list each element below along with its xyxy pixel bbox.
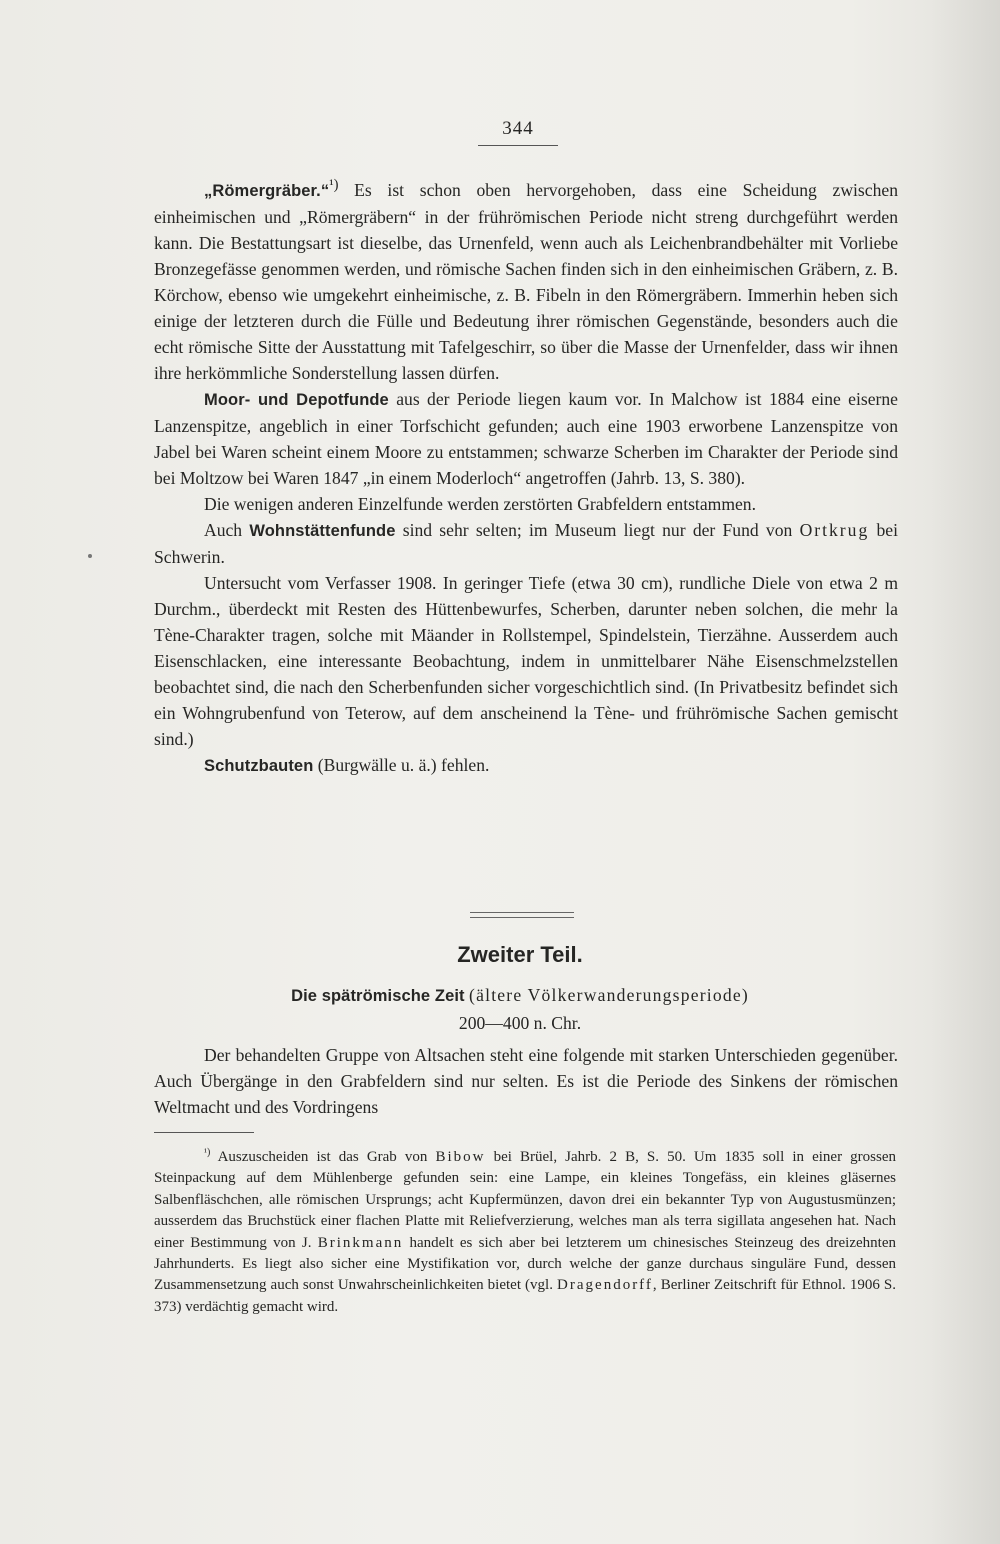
paragraph-text: sind sehr selten; im Museum liegt nur der Fund von bbox=[395, 519, 800, 540]
paragraph-schutzbauten bbox=[154, 752, 898, 779]
heading-moorfunde: Moor- und Depotfunde bbox=[204, 390, 389, 409]
heading-wohnstaetten: Wohnstättenfunde bbox=[249, 521, 396, 540]
heading-schutzbauten: Schutzbauten bbox=[204, 756, 314, 775]
footnote-text: , Berliner Zeitschrift für Ethnol. 1906 S. 373) verdächtig gemacht wird. bbox=[154, 1277, 897, 1315]
page-number-rule bbox=[478, 145, 558, 146]
paragraph-text: Auch bbox=[204, 519, 250, 540]
paragraph-roemergraeber bbox=[154, 172, 898, 386]
paragraph-moorfunde bbox=[154, 386, 898, 491]
paragraph-text: Es ist schon oben hervorgehoben, dass eine Scheidung zwischen einheimischen und „Römergräbern“ in der frührömischen Periode nicht streng durchgeführt werden kann. Die Bestattungsart ist dieselbe, das Urnenfeld, wenn auch als Leichenbrandbehälter mit Vorliebe Bronzegefässe genommen werden, und römische Sachen finden sich in den einheimischen Gräbern, z. B. Körchow, ebenso wie umgekehrt einheimische, z. B. Fibeln in den Römergräbern. Immerhin heben sich einige der letzteren durch die Fülle und Bedeutung ihrer römischen Gegenstände, besonders auch die echt römische Sitte der Ausstattung mit Tafelgeschirr, so über die Masse der Urnenfelder, dass wir ihnen ihre herkömmliche Sonderstellung lassen dürfen. bbox=[154, 179, 898, 383]
heading-roemergraeber: „Römergräber.“ bbox=[204, 181, 330, 200]
page-edge-shadow bbox=[930, 0, 1000, 1544]
part-subtitle-heading: Die spätrömische Zeit bbox=[291, 987, 465, 1005]
footnote-name: Dragendorff bbox=[557, 1277, 653, 1294]
main-text bbox=[154, 172, 898, 779]
footnote bbox=[154, 1142, 896, 1318]
paragraph-text: (Burgwälle u. ä.) fehlen. bbox=[313, 754, 490, 775]
paragraph-spaetroemisch: Der behandelten Gruppe von Altsachen steht eine folgende mit starken Unterschieden gegenüber. Auch Übergänge in den Grabfeldern sind nur selten. Es ist die Periode des Sinkens der römischen Weltmacht und des Vordringens bbox=[154, 1045, 898, 1117]
place-name: Ortkrug bbox=[799, 519, 870, 540]
part-date: 200—400 n. Chr. bbox=[458, 1013, 582, 1033]
margin-speck bbox=[88, 554, 92, 558]
main-text-continued bbox=[154, 1042, 898, 1120]
part-subtitle bbox=[160, 982, 880, 1009]
footnote-paragraph bbox=[154, 1142, 896, 1318]
footnote-name: Brinkmann bbox=[317, 1234, 404, 1251]
footnote-text: handelt es sich aber bei letzterem um chinesisches Steinzeug des dreizehnten Jahrhunderts. Es liegt also sicher eine Mystifikation vor, durch welche der ganze durchaus singuläre Fund, dessen Zusammensetzung auch sonst Unwahrscheinlichkeiten bietet (vgl. bbox=[154, 1234, 896, 1294]
paragraph-wohnstaetten bbox=[154, 517, 898, 570]
paragraph-einzelfunde: Die wenigen anderen Einzelfunde werden zerstörten Grabfeldern entstammen. bbox=[204, 493, 757, 514]
footnote-ref: ¹) bbox=[329, 177, 339, 193]
page-number: 344 bbox=[502, 118, 534, 139]
part-title: Zweiter Teil. bbox=[457, 942, 583, 967]
footnote-text: bei Brüel, Jahrb. 2 B, S. 50. Um 1835 soll in einer grossen Steinpackung auf dem Mühlenberge gefunden sein: eine Lampe, ein kleines Tongefäss, ein kleines gläsernes Salbenfläschchen, alle römischen Ursprungs; acht Kupfermünzen, davon drei ein bekannter Typ von Augustusmünzen; ausserdem das Bruchstück einer flachen Platte mit Reliefverzierung, welches man als terra sigillata angesehen hat. Nach einer Bestimmung von J. bbox=[154, 1149, 896, 1251]
section-divider bbox=[470, 912, 574, 918]
footnote-text: Auszuscheiden ist das Grab von bbox=[210, 1149, 436, 1165]
paragraph-text: aus der Periode liegen kaum vor. In Malchow ist 1884 eine eiserne Lanzenspitze, angeblich in einer Torfschicht gefunden; auch eine 1903 erworbene Lanzenspitze von Jabel bei Waren scheint einem Moore zu entstammen; schwarze Scherben im Charakter der Periode sind bei Moltzow bei Waren 1847 „in einem Moderloch“ angetroffen (Jahrb. 13, S. 380). bbox=[154, 388, 898, 488]
footnote-name: Bibow bbox=[435, 1149, 486, 1165]
footnote-mark: ¹) bbox=[204, 1147, 211, 1158]
paragraph-untersuchung: Untersucht vom Verfasser 1908. In geringer Tiefe (etwa 30 cm), rundliche Diele von etwa 2 m Durchm., überdeckt mit Resten des Hüttenbewurfes, Scherben, darunter neben solchen, die mehr la Tène-Charakter tragen, solche mit Mäander in Rollstempel, Spindelstein, Tierzähne. Ausserdem auch Eisenschlacken, eine interessante Beobachtung, indem in unmittelbarer Nähe Eisenschmelzstellen beobachtet sind, die nach den Scherbenfunden sicher vorgeschichtlich sind. (In Privatbesitz befindet sich ein Wohngrubenfund von Teterow, auf dem anscheinend la Tène- und frührömische Sachen gemischt sind.) bbox=[154, 572, 898, 749]
part-subtitle-rest: (ältere Völkerwanderungsperiode) bbox=[469, 985, 749, 1005]
footnote-rule bbox=[154, 1132, 254, 1133]
paragraph-text: bei Schwerin. bbox=[154, 519, 898, 567]
